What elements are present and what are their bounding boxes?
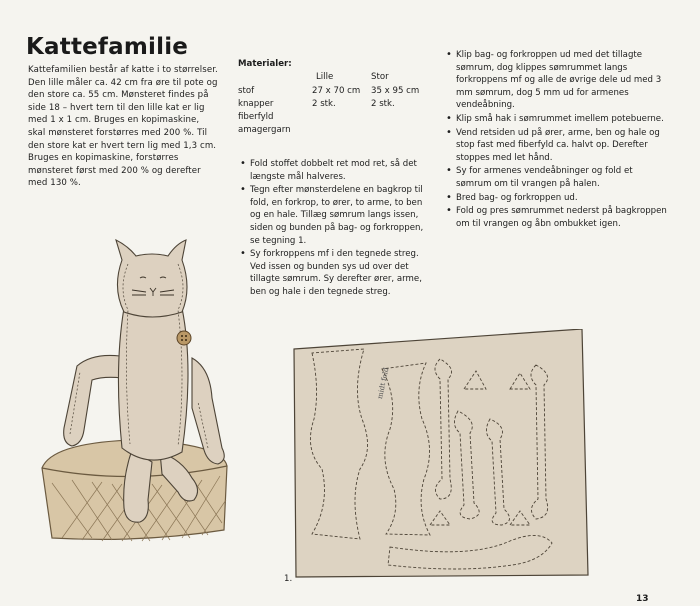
materials-column-small: Lille [316,71,334,82]
materials-row [238,124,438,137]
materials-row [238,98,438,111]
materials-item: fiberfyld [238,111,274,122]
materials-title: Materialer: [238,59,292,69]
pattern-credit: midt fold [376,366,391,400]
materials-item: stof [238,85,255,96]
cat-illustration [32,238,262,548]
materials-small: 2 stk. [312,98,336,109]
materials-column-large: Stor [371,71,389,82]
materials-large: 2 stk. [371,98,395,109]
steps-list-right [446,49,668,231]
page-title: Kattefamilie [26,34,189,60]
step-item: • Bred bag- og forkroppen ud. [446,192,668,205]
materials-item: knapper [238,98,274,109]
button-graphic [177,331,191,345]
materials-large: 35 x 95 cm [371,85,420,96]
pattern-sheet [290,329,594,583]
step-item: • Sy forkroppens mf i den tegnede streg. Ved issen og bunden sys ud over det tillagte sømrum. Sy derefter ører, arme, ben og hale i den tegnede streg. [240,248,435,298]
step-item: • Klip bag- og forkroppen ud med det tillagte sømrum, dog klippes sømrummet langs forkroppens mf og alle de øvrige dele ud med 3 mm sømrum, dog 5 mm ud for armenes vendeåbning. [446,49,668,112]
step-item: • Fold og pres sømrummet nederst på bagkroppen om til vrangen og åbn ombukket igen. [446,205,668,230]
materials-item: amagergarn [238,124,291,135]
figure-label: 1. [284,574,293,584]
intro-paragraph: Kattefamilien består af katte i to størrelser. Den lille måler ca. 42 cm fra øre til pote og den store ca. 55 cm. Mønsteret findes på side 18 – hvert tern til den lille kat er lig med 1 x 1 cm. Bruges en kopimaskine, skal mønsteret forstørres med 200 %. Til den store kat er hvert tern lig med 1,3 cm. Bruges en kopimaskine, forstørres mønsteret først med 200 % og derefter med 130 %. [28,65,218,189]
steps-list-left [240,158,435,300]
materials-section [238,58,438,135]
step-item: • Klip små hak i sømrummet imellem potebuerne. [446,113,668,126]
step-item: • Sy for armenes vendeåbninger og fold et sømrum om til vrangen på halen. [446,165,668,190]
step-item: • Vend retsiden ud på ører, arme, ben og hale og stop fast med fiberfyld ca. halvt op. Derefter stoppes med let hånd. [446,127,668,165]
materials-row [238,111,438,124]
materials-small: 27 x 70 cm [312,85,361,96]
page-number: 13 [636,594,649,604]
step-item: • Fold stoffet dobbelt ret mod ret, så det længste mål halveres. [240,158,435,183]
materials-row [238,85,438,98]
step-item: • Tegn efter mønsterdelene en bagkrop til fold, en forkrop, to ører, to arme, to ben og en hale. Tillæg sømrum langs issen, siden og bunden på bag- og forkroppen, se tegning 1. [240,184,435,247]
